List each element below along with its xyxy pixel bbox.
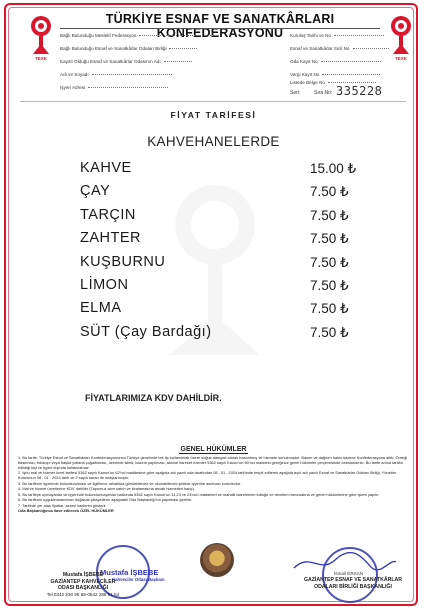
tesk-logo-icon xyxy=(388,14,414,62)
stamp-subtitle: Kahveciler Odası Başkanı xyxy=(112,577,165,582)
price-list xyxy=(80,160,360,347)
field-address: İşyeri Adresi xyxy=(60,85,168,90)
item-price: 7.50 ₺ xyxy=(310,184,349,200)
field-federation: Bağlı Bulunduğu Meslekî Federasyon xyxy=(60,33,219,38)
list-item xyxy=(80,183,360,206)
left-signer-role2: ODASI BAŞKANLIĞI xyxy=(57,585,109,591)
tesk-logo-text: TESK xyxy=(394,56,408,61)
rule-item: 3. Bu tarifenin işyerinde bulundurulması ve ilgililerce rahatlıkla görülebilecek ve okunabilecek şekilde işyerine asılması zorunludur. xyxy=(18,480,241,486)
field-establishment: Kuruluş Tarihi ve No xyxy=(290,33,384,38)
item-price: 7.50 ₺ xyxy=(310,231,349,247)
item-price: 7.50 ₺ xyxy=(310,301,349,317)
rule-item: 2. İşbu mal ve hizmet ücret tarifesi 5362 sayılı Kanun'un 62'nci maddesine göre aşağıda adı yazılı oda tarafından 08 . 01 . 2024 tarihinde tespit edilerek aşağıda açık adı yazılı Esnaf ve Sanatkârlar Odaları Birliği, Yönetim Kurulunun 08 . 01 . 2024 tarih ve 2 sayılı kararı ile onaylanmıştır. xyxy=(18,470,396,481)
left-signer-phone: Tel:0342 230 95 69-0542 285 81 54 xyxy=(46,591,120,597)
item-name: SÜT (Çay Bardağı) xyxy=(80,323,212,340)
stamp-name: Mustafa İŞBEBE xyxy=(100,568,159,577)
item-price: 7.50 ₺ xyxy=(310,207,349,223)
item-price: 15.00 ₺ xyxy=(310,161,357,176)
rule-item: 5. Bu tarifeye uymayanlar ve işyerinde bulundurmayanlar hakkında 5362 sayılı Kanun'un 11,23 ve 24'ncü maddeleri ve mahalli idarelerinin tuttuğu ve denetim mevzuatına ve genel hükümlerine göre işlem yapılır. xyxy=(18,491,380,497)
section-divider xyxy=(20,101,406,102)
list-item xyxy=(80,324,360,347)
field-tax-no: Vergi Kayıt No xyxy=(290,72,380,77)
item-price: 7.50 ₺ xyxy=(310,277,349,293)
tariff-heading: FİYAT TARİFESİ xyxy=(170,110,257,120)
item-name: KUŞBURNU xyxy=(80,253,166,270)
rule-item: 1. Bu tarife; Türkiye Esnaf ve Sanatkârları Konfederasyonunca Türkiye genelinde tek tip kullanılmak üzere soğuk damgalı olarak bastırılmış ve hizmete sunulmuştur. Basım ve dağıtım hakkı sadece Konfederasyona aittir. Örneği basılması, fotokopi veya başka yollarla çoğaltılması, üzerinde silinti, kazıntı yapılması, aksine hareket edenler 5362 sayılı Kanun'un 60'ncı maddesi gereğince genel hükümler çerçevesinde cezalandırılır. Bu tarife adına tarafın edildiği kişi ve işyeri dışında kullanılamaz. xyxy=(18,455,408,470)
right-signer-name: İsmail ERSAN xyxy=(334,571,364,576)
right-signature-block xyxy=(278,577,427,590)
field-registry: Esnaf ve Sanatkârlar Sicil No xyxy=(290,46,389,51)
item-name: ELMA xyxy=(80,300,122,317)
right-signer-role2: ODALARI BİRLİĞİ BAŞKANLIĞI xyxy=(314,583,392,590)
gold-seal-icon xyxy=(200,543,234,577)
header-divider xyxy=(60,28,380,29)
list-item xyxy=(80,230,360,253)
left-signer-role: GAZİANTEP KAHVECİLER xyxy=(50,578,116,585)
field-union: Bağlı Bulunduğu Esnaf ve Sanatkârlar Odaları Birliği xyxy=(60,46,197,51)
place-heading: KAHVEHANELERDE xyxy=(147,134,280,149)
organization-title: TÜRKİYE ESNAF VE SANATKÂRLARI KONFEDERASYONU xyxy=(105,12,335,40)
rule-item: 7. Tarifede yer alan fiyatlar, azami hadlerini gösterir. xyxy=(18,502,107,508)
list-item xyxy=(80,160,360,183)
item-name: LİMON xyxy=(80,276,129,293)
item-name: ÇAY xyxy=(80,183,111,200)
sequence-label: Sıra No: xyxy=(314,90,333,96)
field-name: Adı ve Soyadı xyxy=(60,72,172,77)
list-item xyxy=(80,277,360,300)
rule-item: 4. Mal ve hizmet ücretlerine KDV dahildir (Tapumuz alım satım ve kiralamasına ancak hizmetleri hariç). xyxy=(18,486,195,492)
field-chamber-no: Oda Kayıt No xyxy=(290,59,381,64)
right-signer-role: GAZİANTEP ESNAF VE SANATKÂRLAR xyxy=(303,577,403,583)
special-rules-note: Oda Başkanlığınca ilave edilecek ÖZEL HÜKÜMLER xyxy=(18,508,114,514)
list-item xyxy=(80,300,360,323)
general-rules-title: GENEL HÜKÜMLER xyxy=(180,446,247,453)
list-item xyxy=(80,254,360,277)
serial-number: 335228 xyxy=(336,84,383,98)
field-chamber: Kayıtlı Olduğu Esnaf ve Sanatkârlar Odasının Adı xyxy=(60,59,192,64)
field-list-doc: Listede Belge No xyxy=(290,80,376,85)
left-signer-name: Mustafa İŞBEBE xyxy=(62,572,104,578)
tesk-logo-text: TESK xyxy=(34,56,48,61)
left-signature-block xyxy=(28,572,138,598)
item-name: ZAHTER xyxy=(80,230,141,247)
item-price: 7.50 ₺ xyxy=(310,254,349,270)
tesk-logo-icon xyxy=(28,14,54,62)
item-name: TARÇIN xyxy=(80,206,136,223)
serial-label: Seri: xyxy=(290,90,301,96)
vat-note: FİYATLARIMIZA KDV DAHİLDİR. xyxy=(85,393,222,403)
item-name: KAHVE xyxy=(80,160,132,176)
rule-item: 6. Bu tarifenin uygulanmasından doğacak şikayetlerin aşağıdaki Oda Başkanlığı'na yapılması gerekir. xyxy=(18,497,193,503)
general-rules-list xyxy=(18,456,413,515)
item-price: 7.50 ₺ xyxy=(310,324,349,340)
list-item xyxy=(80,207,360,230)
